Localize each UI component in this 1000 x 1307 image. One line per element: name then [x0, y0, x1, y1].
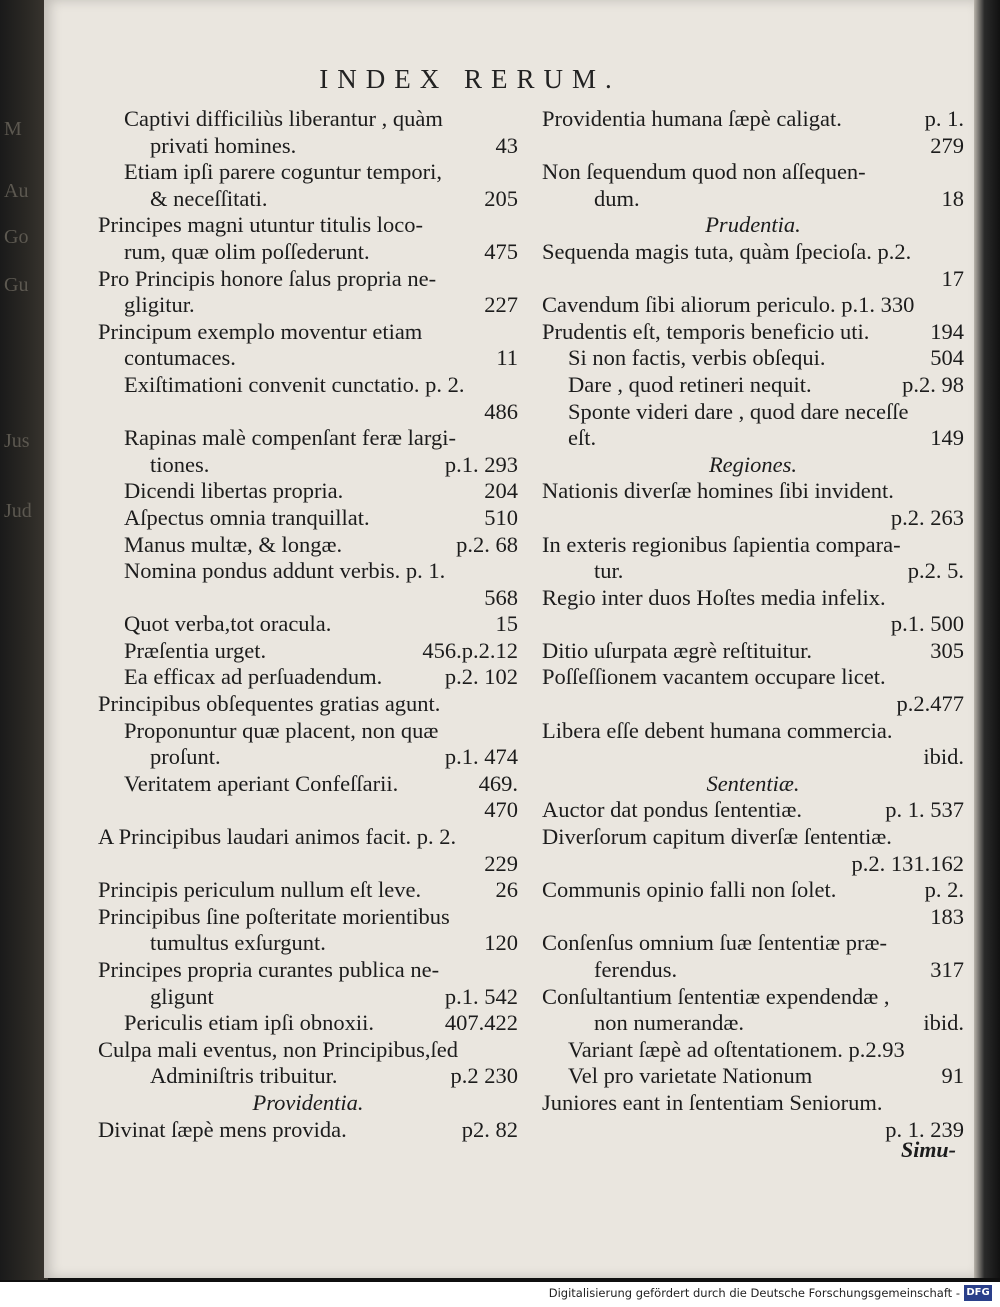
index-entry-line — [542, 239, 964, 266]
facing-page-bleed: Go — [4, 226, 29, 248]
entry-text: Conſultantium ſententiæ expendendæ , — [542, 983, 890, 1009]
index-entry-line — [98, 930, 518, 957]
index-entry-line — [542, 558, 964, 585]
index-entry-line — [542, 611, 964, 638]
facing-page-bleed: Au — [4, 180, 29, 202]
entry-text: Nationis diverſæ homines ſibi invident. — [542, 478, 894, 504]
entry-text: Cavendum ſibi aliorum periculo. p.1. 330 — [542, 292, 915, 318]
entry-text: Principis periculum nullum eſt leve. — [98, 877, 422, 903]
section-heading: Regiones. — [708, 451, 798, 477]
index-entry-line — [98, 505, 518, 532]
entry-text: ferendus. — [594, 957, 678, 982]
index-entry-line — [542, 292, 964, 319]
entry-text: Libera eſſe debent humana commercia. — [542, 717, 893, 743]
index-entry-line — [98, 1037, 518, 1064]
facing-page-edge — [0, 0, 48, 1280]
index-entry-line — [542, 532, 964, 559]
page-reference: 91 — [941, 1063, 964, 1089]
facing-page-bleed: Gu — [4, 274, 29, 296]
page-reference: 11 — [496, 345, 518, 371]
entry-text: & neceſſitati. — [150, 185, 268, 211]
page-reference: 26 — [495, 877, 518, 903]
page-reference: p. 1. 239 — [885, 1116, 964, 1142]
footer-bar — [0, 1282, 1000, 1307]
index-entry-line — [98, 797, 518, 824]
page-reference: 194 — [930, 318, 964, 344]
index-entry-line — [542, 186, 964, 213]
index-entry-line — [98, 718, 518, 745]
entry-text: Rapinas malè compenſant feræ largi- — [124, 425, 456, 451]
index-entry-line — [98, 1010, 518, 1037]
index-entry-line — [542, 984, 964, 1011]
entry-text: gligunt — [150, 983, 214, 1009]
entry-text: Conſenſus omnium ſuæ ſententiæ præ- — [542, 930, 887, 956]
index-entry-line — [98, 478, 518, 505]
entry-text: Diverſorum capitum diverſæ ſententiæ. — [542, 824, 892, 850]
entry-text: Proponuntur quæ placent, non quæ — [124, 717, 439, 743]
entry-text: Regio inter duos Hoſtes media infelix. — [542, 584, 886, 610]
page-reference: 456.p.2.12 — [422, 637, 518, 663]
index-entry-line — [542, 425, 964, 452]
page-reference: ibid. — [923, 744, 964, 770]
index-entry-line — [98, 425, 518, 452]
page-reference: p. 1. 537 — [885, 797, 964, 823]
page-reference: 227 — [484, 292, 518, 318]
funding-credit: Digitalisierung gefördert durch die Deutsche Forschungsgemeinschaft - — [548, 1286, 960, 1300]
page-reference: 17 — [941, 265, 964, 291]
entry-text: Non ſequendum quod non aſſequen- — [542, 159, 866, 185]
index-entry-line — [542, 851, 964, 878]
entry-text: Principibus ſine poſteritate morientibus — [98, 903, 450, 929]
index-entry-line — [98, 133, 518, 160]
index-entry-line — [542, 744, 964, 771]
section-heading: Prudentia. — [705, 212, 801, 238]
entry-text: Principes propria curantes publica ne- — [98, 957, 440, 982]
page-reference: 149 — [930, 425, 964, 451]
entry-text: Divinat ſæpè mens provida. — [98, 1116, 347, 1142]
entry-text: Dicendi libertas propria. — [124, 478, 344, 504]
entry-text: non numerandæ. — [594, 1010, 744, 1036]
page-reference: p.1. 293 — [444, 451, 518, 477]
entry-text: In exteris regionibus ſapientia compara- — [542, 531, 901, 557]
index-entry-line — [98, 558, 518, 585]
page-reference: 15 — [495, 611, 518, 637]
entry-text: Exiſtimationi convenit cunctatio. p. 2. — [124, 371, 465, 397]
index-entry-line — [98, 239, 518, 266]
dfg-logo: DFG — [964, 1285, 992, 1301]
index-entry-line — [98, 106, 518, 133]
index-entry-line — [98, 1117, 518, 1144]
page-reference: 504 — [930, 345, 964, 371]
entry-text: privati homines. — [150, 132, 297, 158]
page-reference: 18 — [941, 185, 964, 211]
entry-text: tur. — [594, 558, 624, 584]
index-entry-line — [98, 664, 518, 691]
page-reference: p.2. 263 — [890, 504, 964, 530]
entry-text: Culpa mali eventus, non Principibus,ſed — [98, 1036, 458, 1062]
page-reference: p.2. 68 — [456, 531, 518, 557]
index-entry-line — [98, 399, 518, 426]
index-entry-line — [542, 1090, 964, 1117]
entry-text: Pro Principis honore ſalus propria ne- — [98, 265, 437, 291]
entry-text: A Principibus laudari animos facit. p. 2. — [98, 824, 457, 850]
entry-text: Manus multæ, & longæ. — [124, 531, 343, 557]
index-column-left — [98, 106, 518, 1143]
entry-text: Juniores eant in ſententiam Seniorum. — [542, 1089, 883, 1115]
index-entry-line — [542, 691, 964, 718]
index-entry-line — [542, 930, 964, 957]
page-reference: p2. 82 — [461, 1116, 518, 1142]
index-entry-line — [542, 585, 964, 612]
entry-text: Nomina pondus addunt verbis. p. 1. — [124, 558, 446, 584]
index-entry-line — [542, 1037, 964, 1064]
entry-text: proſunt. — [150, 744, 221, 770]
entry-text: eſt. — [568, 425, 597, 451]
index-column-right — [542, 106, 964, 1143]
page-reference: 470 — [484, 797, 518, 823]
page-reference: p.2. 131.162 — [851, 850, 964, 876]
page-reference: ibid. — [923, 1010, 964, 1036]
index-entry-line — [98, 611, 518, 638]
page-reference: 279 — [930, 132, 964, 158]
index-entry-line — [542, 505, 964, 532]
page-reference: 486 — [484, 398, 518, 424]
entry-text: Ditio uſurpata ægrè reſtituitur. — [542, 637, 812, 663]
entry-text: Periculis etiam ipſi obnoxii. — [124, 1010, 374, 1036]
page-reference: 475 — [484, 238, 518, 264]
entry-text: gligitur. — [124, 292, 195, 318]
page-reference: 305 — [930, 637, 964, 663]
entry-text: rum, quæ olim poſſederunt. — [124, 238, 370, 264]
entry-text: Aſpectus omnia tranquillat. — [124, 504, 370, 530]
entry-text: Etiam ipſi parere coguntur tempori, — [124, 159, 443, 185]
entry-text: Dare , quod retineri nequit. — [568, 371, 812, 397]
facing-page-bleed: M — [4, 118, 22, 140]
index-entry-line — [98, 345, 518, 372]
index-entry-line — [542, 957, 964, 984]
index-entry-line — [98, 904, 518, 931]
index-entry-line — [542, 664, 964, 691]
page-reference: p. 1. — [924, 106, 964, 131]
index-entry-line — [98, 744, 518, 771]
page-reference: 568 — [484, 584, 518, 610]
page-reference: p.1. 500 — [890, 611, 964, 637]
entry-text: Principum exemplo moventur etiam — [98, 318, 423, 344]
catchword: Simu- — [900, 1137, 956, 1162]
entry-text: Quot verba,tot oracula. — [124, 611, 332, 637]
entry-text: Adminiſtris tribuitur. — [150, 1063, 338, 1089]
entry-text: Captivi difficiliùs liberantur , quàm — [124, 106, 443, 131]
index-entry-line — [542, 319, 964, 346]
entry-text: Auctor dat pondus ſententiæ. — [542, 797, 802, 823]
index-entry-line — [98, 877, 518, 904]
facing-page-bleed: Jus — [4, 430, 30, 452]
page-reference: 120 — [484, 930, 518, 956]
entry-text: Si non factis, verbis obſequi. — [568, 345, 826, 371]
page-reference: p.2 230 — [450, 1063, 518, 1089]
index-entry-line — [98, 638, 518, 665]
index-entry-line — [542, 1063, 964, 1090]
entry-text: Vel pro varietate Nationum — [568, 1063, 813, 1089]
entry-text: Principes magni utuntur titulis loco- — [98, 212, 423, 238]
page-reference: 205 — [484, 185, 518, 211]
page-reference: 407.422 — [444, 1010, 518, 1036]
entry-text: Providentia humana ſæpè caligat. — [542, 106, 842, 131]
page-reference: p.2.477 — [896, 691, 964, 717]
index-entry-line — [98, 1063, 518, 1090]
entry-text: Prudentis eſt, temporis beneficio uti. — [542, 318, 870, 344]
entry-text: tiones. — [150, 451, 210, 477]
index-entry-line — [98, 159, 518, 186]
page-reference: p.2. 98 — [902, 371, 964, 397]
entry-text: dum. — [594, 185, 640, 211]
entry-text: Præſentia urget. — [124, 637, 267, 663]
page-edge-shadow — [974, 0, 1000, 1278]
index-entry-line — [542, 797, 964, 824]
index-entry-line — [98, 957, 518, 984]
entry-text: contumaces. — [124, 345, 236, 371]
index-entry-line — [542, 1010, 964, 1037]
page-title: INDEX RERUM. — [319, 64, 621, 94]
index-entry-line — [542, 345, 964, 372]
index-entry-line — [98, 585, 518, 612]
entry-text: Veritatem aperiant Confeſſarii. — [124, 770, 399, 796]
page-reference: 317 — [930, 957, 964, 982]
entry-text: Communis opinio falli non ſolet. — [542, 877, 837, 903]
index-entry-line — [98, 372, 518, 399]
index-entry-line — [98, 186, 518, 213]
page-reference: 183 — [930, 903, 964, 929]
entry-text: Poſſeſſionem vacantem occupare licet. — [542, 664, 886, 690]
entry-text: Variant ſæpè ad oſtentationem. p.2.93 — [568, 1036, 905, 1062]
index-entry-line — [542, 159, 964, 186]
index-entry-line — [98, 212, 518, 239]
index-entry-line — [98, 984, 518, 1011]
page-reference: 204 — [484, 478, 518, 504]
entry-text: Sequenda magis tuta, quàm ſpecioſa. p.2. — [542, 238, 912, 264]
index-entry-line — [542, 478, 964, 505]
index-entry-line — [98, 851, 518, 878]
index-entry-line — [542, 372, 964, 399]
page-reference: p. 2. — [924, 877, 964, 903]
page-reference: 229 — [484, 850, 518, 876]
index-entry-line — [98, 771, 518, 798]
index-entry-line — [542, 106, 964, 133]
page-reference: 43 — [495, 132, 518, 158]
index-entry-line — [98, 292, 518, 319]
facing-page-bleed: Jud — [4, 500, 32, 522]
index-entry-line — [98, 319, 518, 346]
index-entry-line — [542, 718, 964, 745]
page-reference: p.2. 102 — [444, 664, 518, 690]
index-entry-line — [98, 824, 518, 851]
page-reference: 469. — [478, 770, 518, 796]
page-reference: 510 — [484, 504, 518, 530]
entry-text: Principibus obſequentes gratias agunt. — [98, 691, 441, 717]
index-entry-line — [542, 824, 964, 851]
entry-text: Ea efficax ad perſuadendum. — [124, 664, 383, 690]
index-entry-line — [98, 266, 518, 293]
page-reference: p.2. 5. — [907, 558, 964, 584]
index-entry-line — [98, 532, 518, 559]
index-entry-line — [542, 877, 964, 904]
index-entry-line — [98, 691, 518, 718]
index-entry-line — [542, 399, 964, 426]
index-entry-line — [542, 133, 964, 160]
page-reference: p.1. 474 — [444, 744, 518, 770]
page-reference: p.1. 542 — [444, 983, 518, 1009]
index-entry-line — [542, 638, 964, 665]
index-entry-line — [98, 452, 518, 479]
index-entry-line — [542, 266, 964, 293]
entry-text: tumultus exſurgunt. — [150, 930, 326, 956]
entry-text: Sponte videri dare , quod dare neceſſe — [568, 398, 909, 424]
index-entry-line — [542, 904, 964, 931]
section-heading: Sententiæ. — [706, 770, 800, 796]
section-heading: Providentia. — [252, 1089, 364, 1115]
